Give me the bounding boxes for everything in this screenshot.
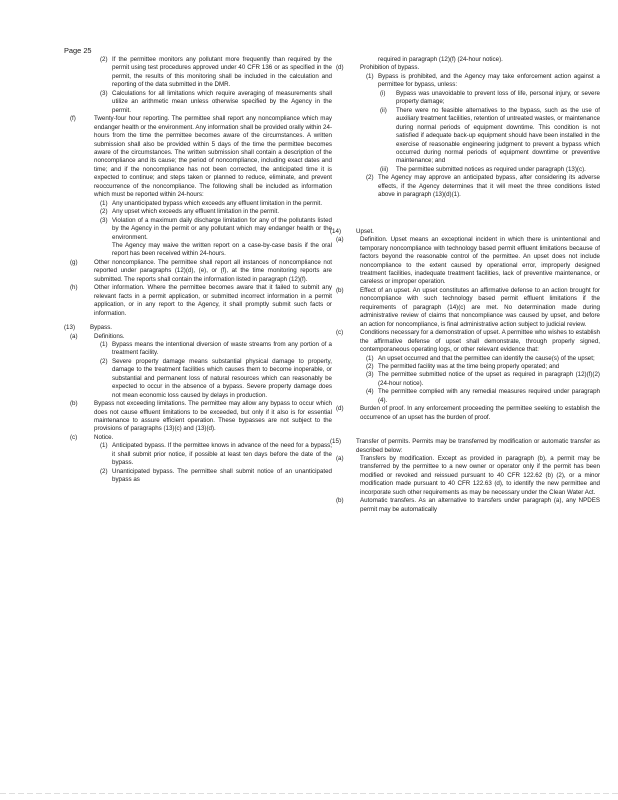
paragraph-label: (2): [366, 174, 374, 182]
paragraph-text: Upset.: [356, 227, 374, 235]
paragraph-text: The Agency may approve an anticipated bypass, after considering its adverse effects, if the Agency determines that it will meet the three conditions listed above in paragraph (13)(d)(1).: [378, 174, 600, 199]
paragraph-label: (h): [70, 284, 78, 292]
paragraph: [64, 200, 332, 208]
paragraph-label: (2): [100, 56, 108, 63]
paragraph-text: Effect of an upset. An upset constitutes an affirmative defense to an action brought for noncompliance with such technology based permit effluent limitations if the requirements of paragraph (14)(c) are met. No determination made during administrative review of claims that noncompliance was caused by upset, and before an action for noncompliance, is final administrative action subject to judicial review.: [360, 286, 600, 328]
paragraph-label: (iii): [380, 165, 389, 173]
paragraph-label: (a): [70, 332, 78, 340]
paragraph-text: Burden of proof. In any enforcement proceeding the permittee seeking to establish the occurrence of an upset has the burden of proof.: [360, 405, 600, 421]
paragraph-text: Other noncompliance. The permittee shall report all instances of noncompliance not reported under paragraphs (12)(d), (e), or (f), at the time monitoring reports are submitted. The reports shall contain the information listed in paragraph (12)(f).: [94, 258, 332, 283]
paragraph: [64, 358, 332, 400]
paragraph-label: (3): [100, 89, 108, 97]
paragraph-text: The Agency may waive the written report on a case-by-case basis if the oral report has been received within 24-hours.: [112, 241, 332, 258]
paragraph-text: Bypass means the intentional diversion of waste streams from any portion of a treatment facility.: [112, 340, 332, 357]
paragraph-label: (a): [336, 455, 344, 463]
paragraph-label: (1): [100, 340, 108, 348]
paragraph-text: Any unanticipated bypass which exceeds any effluent limitation in the permit.: [112, 199, 323, 207]
paragraph-text: Severe property damage means substantial physical damage to property, damage to the treatment facilities which causes them to become inoperable, or substantial and permanent loss of natural resources which can reasonably be expected to occur in the absence of a bypass. Severe property damage does not mean economic loss caused by delays in production.: [112, 357, 332, 399]
paragraph: [64, 259, 332, 284]
paragraph: [64, 208, 332, 216]
paragraph-text: There were no feasible alternatives to the bypass, such as the use of auxiliary treatment facilities, retention of untreated wastes, or maintenance during normal periods of equipment downtime. This condition is not satisfied if adequate back-up equipment should have been installed in the exercise of reasonable engineering judgment to prevent a bypass which occurred during normal periods of equipment downtime or preventive maintenance; and: [396, 106, 600, 165]
paragraph-label: (b): [336, 497, 344, 505]
paragraph-label: (f): [70, 115, 76, 123]
paragraph: [330, 497, 600, 514]
paragraph-label: (2): [100, 208, 108, 216]
paragraph-text: Other information. Where the permittee becomes aware that it failed to submit any relevant facts in a permit application, or submitted incorrect information in a permit application, or in any report to the Agency, it shall promptly submit such facts or information.: [94, 284, 332, 317]
paragraph-text: Twenty-four hour reporting. The permittee shall report any noncompliance which may endanger health or the environment. Any information shall be provided orally within 24-hours from the time the permittee becomes aware of the circumstances. A written submission shall also be provided within 5 days of the time the permittee becomes aware of the circumstances. The written submission shall contain a description of the noncompliance and its cause; the period of noncompliance, including exact dates and time; and if the noncompliance has not been corrected, the anticipated time it is expected to continue; and steps taken or planned to reduce, eliminate, and prevent reoccurrence of the noncompliance. The following shall be included as information which must be reported within 24-hours:: [94, 115, 332, 199]
paragraph-label: (14): [330, 227, 342, 235]
right-column: [330, 56, 600, 514]
paragraph: [64, 324, 332, 332]
paragraph-label: (c): [70, 433, 78, 441]
paragraph: [64, 284, 332, 318]
paragraph-label: (i): [380, 89, 386, 97]
paragraph: [64, 217, 332, 242]
paragraph-label: (1): [100, 199, 108, 207]
paragraph-label: (c): [336, 329, 344, 337]
paragraph: [330, 405, 600, 422]
paragraph-text: Bypass not exceeding limitations. The permittee may allow any bypass to occur which does not cause effluent limitations to be exceeded, but only if it also is for essential maintenance to assure efficient operation. These bypasses are not subject to the provisions of paragraphs (13)(c) and (13)(d).: [94, 400, 332, 433]
paragraph-label: (d): [336, 405, 344, 413]
paragraph: [330, 236, 600, 287]
paragraph-text: required in paragraph (12)(f) (24-hour notice).: [378, 56, 503, 63]
paragraph-label: (3): [100, 216, 108, 224]
paragraph: [64, 341, 332, 358]
paragraph: [330, 64, 600, 72]
paragraph-label: (g): [70, 258, 78, 266]
paragraph: [64, 400, 332, 434]
paragraph: [330, 73, 600, 90]
paragraph-text: If the permittee monitors any pollutant more frequently than required by the permit using test procedures approved under 40 CFR 136 or as specified in the permit, the results of this monitoring shall be included in the calculation and reporting of the data submitted in the DMR.: [112, 56, 332, 89]
section-gap: [330, 422, 600, 438]
paragraph-text: Notice.: [94, 433, 114, 441]
paragraph-label: (2): [100, 357, 108, 365]
paragraph-label: (a): [336, 236, 344, 244]
paragraph-label: (1): [366, 354, 374, 362]
paragraph: [330, 329, 600, 354]
paragraph: [330, 438, 600, 455]
paragraph-text: The permittee submitted notice of the upset as required in paragraph (12)(f)(2) (24-hour notice).: [378, 371, 600, 387]
paragraph: [64, 115, 332, 200]
paragraph: [330, 371, 600, 388]
paragraph-text: Bypass.: [90, 324, 113, 332]
paragraph: [64, 242, 332, 259]
left-column: [64, 56, 332, 485]
paragraph-text: Bypass is prohibited, and the Agency may take enforcement action against a permittee for bypass, unless:: [378, 72, 600, 89]
paragraph-label: (2): [100, 467, 108, 475]
paragraph-label: (2): [366, 362, 374, 370]
paragraph-text: Any upset which exceeds any effluent limitation in the permit.: [112, 208, 280, 216]
paragraph-text: Bypass was unavoidable to prevent loss of life, personal injury, or severe property damage;: [396, 89, 600, 106]
paragraph: [330, 228, 600, 236]
paragraph-label: (15): [330, 438, 342, 446]
paragraph: [330, 455, 600, 497]
paragraph: [330, 174, 600, 199]
paragraph: [330, 363, 600, 371]
paragraph-label: (13): [64, 324, 76, 332]
paragraph-label: (b): [70, 400, 78, 408]
paragraph-label: (d): [336, 64, 344, 72]
paragraph-text: Anticipated bypass. If the permittee knows in advance of the need for a bypass, it shall submit prior notice, if possible at least ten days before the date of the bypass.: [112, 442, 332, 467]
paragraph-label: (b): [336, 286, 344, 294]
paragraph-text: Transfers by modification. Except as provided in paragraph (b), a permit may be transferred by the permittee to a new owner or operator only if the permit has been modified or revoked and reissued pursuant to 40 CFR 122.62 (b) (2), or a minor modification made pursuant to 40 CFR 122.63 (d), to identify the new permittee and incorporate such other requirements as may be necessary under the Clean Water Act.: [360, 455, 600, 496]
paragraph: [330, 287, 600, 329]
section-gap: [330, 200, 600, 228]
paragraph-label: (1): [100, 442, 108, 450]
page-number: Page 25: [64, 46, 92, 55]
paragraph: [64, 56, 332, 90]
paragraph: [64, 468, 332, 485]
paragraph-text: Calculations for all limitations which require averaging of measurements shall utilize an arithmetic mean unless otherwise specified by the Agency in the permit.: [112, 89, 332, 114]
scan-edge-artifact: [0, 793, 618, 794]
paragraph: [64, 442, 332, 467]
paragraph: [64, 90, 332, 115]
paragraph: [330, 90, 600, 107]
paragraph-text: Definitions.: [94, 332, 125, 340]
paragraph: [330, 107, 600, 166]
paragraph: [64, 333, 332, 341]
paragraph: [330, 388, 600, 405]
paragraph-label: (ii): [380, 106, 387, 114]
paragraph-label: (1): [366, 72, 374, 80]
paragraph-text: The permitted facility was at the time being properly operated; and: [378, 362, 560, 370]
paragraph-text: Unanticipated bypass. The permittee shall submit notice of an unanticipated bypass as: [112, 467, 332, 484]
paragraph-text: An upset occurred and that the permittee can identify the cause(s) of the upset;: [378, 354, 595, 362]
paragraph-label: (4): [366, 388, 374, 396]
paragraph-label: (3): [366, 371, 374, 379]
paragraph-text: The permittee complied with any remedial measures required under paragraph (4).: [378, 388, 600, 404]
paragraph: [330, 56, 600, 64]
paragraph: [330, 355, 600, 363]
paragraph: [330, 166, 600, 174]
paragraph: [64, 434, 332, 442]
paragraph-text: Automatic transfers. As an alternative to transfers under paragraph (a), any NPDES permit may be automatically: [360, 497, 600, 513]
paragraph-text: Transfer of permits. Permits may be transferred by modification or automatic transfer as described below:: [356, 438, 600, 454]
paragraph-text: Definition. Upset means an exceptional incident in which there is unintentional and temporary noncompliance with technology based permit effluent limitations because of factors beyond the reasonable control of the permittee. An upset does not include noncompliance to the extent caused by operational error, improperly designed treatment facilities, inadequate treatment facilities, lack of preventive maintenance, or careless or improper operation.: [360, 236, 600, 286]
paragraph-text: Violation of a maximum daily discharge limitation for any of the pollutants listed by the Agency in the permit or any pollutant which may endanger health or the environment.: [112, 216, 332, 241]
paragraph-text: Conditions necessary for a demonstration of upset. A permittee who wishes to establish the affirmative defense of upset shall demonstrate, through properly signed, contemporaneous operating logs, or other relevant evidence that:: [360, 329, 600, 354]
paragraph-text: Prohibition of bypass.: [360, 64, 420, 72]
paragraph-text: The permittee submitted notices as required under paragraph (13)(c).: [396, 165, 586, 173]
